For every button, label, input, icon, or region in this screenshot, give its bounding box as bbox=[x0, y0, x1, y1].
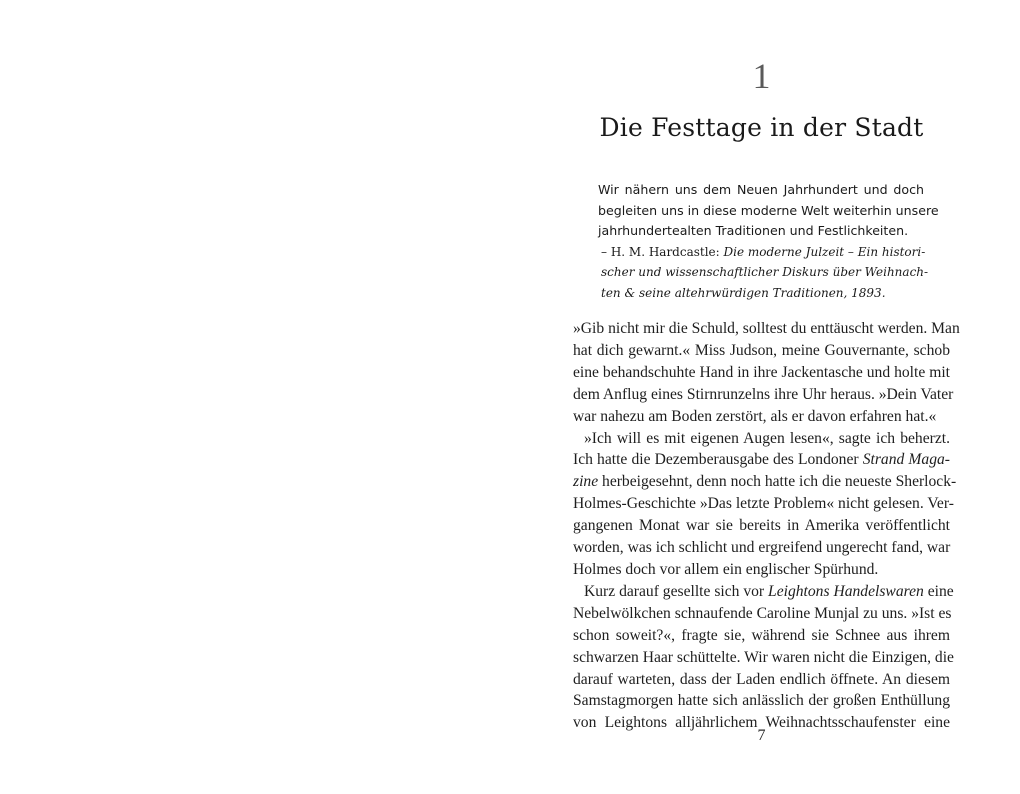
body-text-run: Ich hatte die Dezemberausgabe des Londoner bbox=[573, 451, 863, 469]
body-text-run: eine bbox=[923, 582, 954, 600]
epigraph-line: Wir nähern uns dem Neuen Jahrhundert und doch bbox=[598, 182, 924, 197]
epigraph-line: begleiten uns in diese moderne Welt weiterhin unsere bbox=[598, 202, 939, 218]
body-line: Samstagmorgen hatte sich anlässlich der großen Enthüllung bbox=[573, 692, 950, 710]
body-line bbox=[573, 581, 954, 603]
epigraph bbox=[598, 180, 939, 303]
attribution-line bbox=[601, 242, 924, 263]
body-line: dem Anflug eines Stirnrunzelns ihre Uhr heraus. »Dein Vater bbox=[573, 385, 954, 403]
magazine-title: Strand Maga- bbox=[862, 451, 951, 469]
body-line: Holmes doch vor allem ein englischer Spürhund. bbox=[573, 560, 879, 578]
page-number: 7 bbox=[757, 727, 766, 744]
body-line: »Ich will es mit eigenen Augen lesen«, sagte ich beherzt. bbox=[584, 429, 950, 447]
body-text-run: herbeigesehnt, denn noch hatte ich die neueste Sherlock- bbox=[598, 473, 957, 491]
attribution-author: – H. M. Hardcastle: bbox=[601, 244, 724, 259]
store-name: Leightons Handelswaren bbox=[768, 582, 924, 600]
attribution-line bbox=[601, 262, 929, 283]
body-line: hat dich gewarnt.« Miss Judson, meine Gouvernante, schob bbox=[573, 341, 950, 359]
attribution-line bbox=[601, 283, 924, 304]
body-text bbox=[573, 318, 960, 734]
body-line: worden, was ich schlicht und ergreifend ungerecht fand, war bbox=[573, 539, 951, 557]
body-line: schon soweit?«, fragte sie, während sie Schnee aus ihrem bbox=[573, 626, 950, 644]
chapter-number: 1 bbox=[752, 56, 771, 96]
body-line: Holmes-Geschichte »Das letzte Problem« nicht gelesen. Ver- bbox=[573, 495, 954, 513]
body-line: von Leightons alljährlichem Weihnachtsschaufenster eine bbox=[573, 714, 950, 732]
body-text-run: Kurz darauf gesellte sich vor bbox=[584, 582, 769, 600]
attribution-work-title: scher und wissenschaftlicher Diskurs über Weihnach- bbox=[601, 265, 929, 279]
body-line: schwarzen Haar schüttelte. Wir waren nicht die Einzigen, die bbox=[573, 648, 954, 666]
body-line bbox=[573, 449, 950, 471]
epigraph-attribution bbox=[598, 242, 929, 304]
body-line bbox=[573, 471, 957, 493]
body-line: war nahezu am Boden zerstört, als er davon erfahren hat.« bbox=[573, 407, 937, 425]
body-line: Nebelwölkchen schnaufende Caroline Munjal zu uns. »Ist es bbox=[573, 604, 952, 622]
body-line: darauf warteten, dass der Laden endlich öffnete. An diesem bbox=[573, 670, 950, 688]
attribution-work-title: ten & seine altehrwürdigen Traditionen, 1893. bbox=[601, 285, 886, 300]
epigraph-line: jahrhundertealten Traditionen und Festlichkeiten. bbox=[598, 223, 909, 238]
magazine-title: zine bbox=[573, 473, 599, 491]
body-line: gangenen Monat war sie bereits in Amerika veröffentlicht bbox=[573, 517, 950, 535]
right-page bbox=[510, 0, 1020, 794]
attribution-work-title: Die moderne Julzeit – Ein histori- bbox=[723, 244, 926, 259]
body-line: »Gib nicht mir die Schuld, solltest du enttäuscht werden. Man bbox=[573, 320, 960, 337]
body-line: eine behandschuhte Hand in ihre Jackentasche und holte mit bbox=[573, 363, 950, 381]
chapter-title: Die Festtage in der Stadt bbox=[599, 113, 924, 142]
